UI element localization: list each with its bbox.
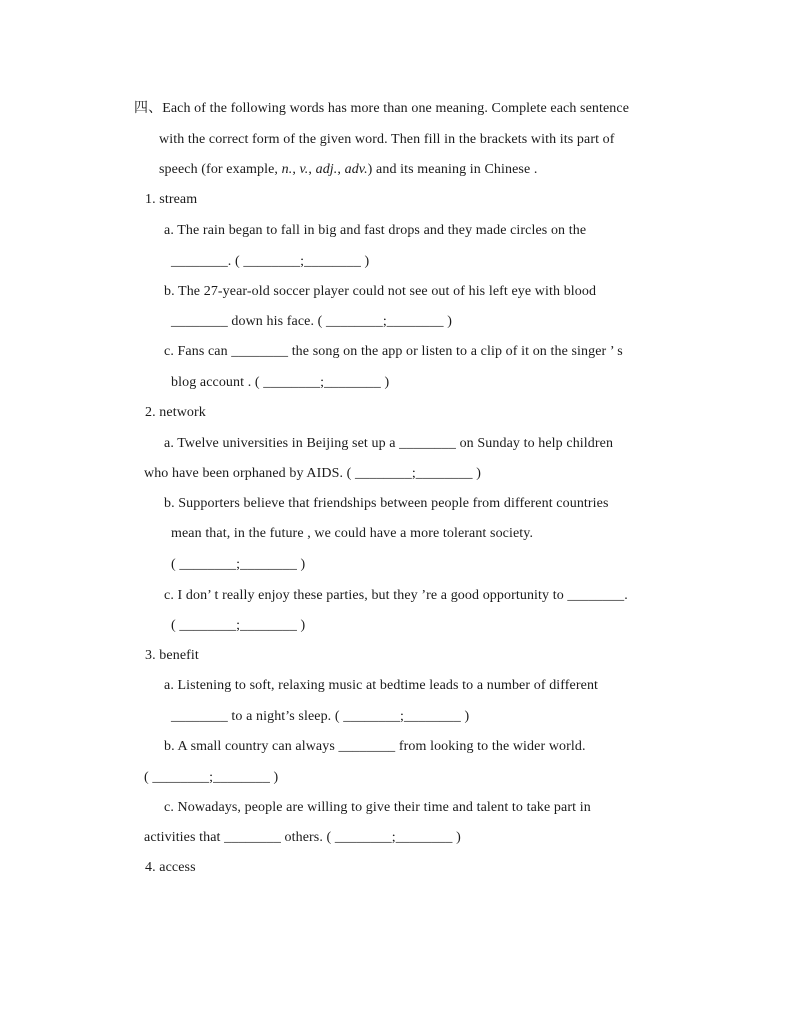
sentence-1c-blanks: blog account . ( ________;________ ) bbox=[171, 375, 390, 390]
sentence-1a-blanks: ________. ( ________;________ ) bbox=[171, 254, 370, 269]
sentence-1a: a. The rain began to fall in big and fast drops and they made circles on the bbox=[164, 223, 587, 238]
sentence-3c-blanks: activities that ________ others. ( ________;________ ) bbox=[144, 830, 461, 845]
instruction-text: ) and its meaning in Chinese . bbox=[367, 162, 538, 177]
instruction-text: speech (for example, bbox=[159, 162, 282, 177]
separator: , bbox=[337, 162, 345, 177]
pos-adverb: adv. bbox=[344, 162, 368, 177]
sentence-3b-blanks: ( ________;________ ) bbox=[144, 770, 279, 785]
word-heading-network: 2. network bbox=[145, 405, 206, 420]
pos-adjective: adj. bbox=[315, 162, 338, 177]
sentence-1b: b. The 27-year-old soccer player could not see out of his left eye with blood bbox=[164, 284, 597, 299]
word-heading-access: 4. access bbox=[145, 860, 196, 875]
sentence-2b-cont: mean that, in the future , we could have a more tolerant society. bbox=[171, 526, 534, 541]
sentence-2c-blanks: ( ________;________ ) bbox=[171, 618, 306, 633]
instruction-line-3 bbox=[159, 161, 537, 179]
pos-verb: v. bbox=[299, 162, 309, 177]
word-heading-benefit: 3. benefit bbox=[145, 648, 199, 663]
instruction-line-2: with the correct form of the given word. Then fill in the brackets with its part of bbox=[159, 132, 615, 147]
sentence-2b-blanks: ( ________;________ ) bbox=[171, 557, 306, 572]
sentence-1c: c. Fans can ________ the song on the app or listen to a clip of it on the singer ’ s bbox=[164, 344, 623, 359]
sentence-2c: c. I don’ t really enjoy these parties, but they ’re a good opportunity to ________. bbox=[164, 588, 628, 603]
pos-noun: n. bbox=[281, 162, 293, 177]
sentence-1b-blanks: ________ down his face. ( ________;________ ) bbox=[171, 314, 452, 329]
instruction-line-1: 四、Each of the following words has more than one meaning. Complete each sentence bbox=[134, 101, 630, 116]
sentence-2a: a. Twelve universities in Beijing set up a ________ on Sunday to help children bbox=[164, 436, 614, 451]
word-heading-stream: 1. stream bbox=[145, 192, 198, 207]
separator: , bbox=[292, 162, 300, 177]
sentence-3c: c. Nowadays, people are willing to give their time and talent to take part in bbox=[164, 800, 591, 815]
separator: , bbox=[308, 162, 316, 177]
sentence-3a: a. Listening to soft, relaxing music at bedtime leads to a number of different bbox=[164, 678, 599, 693]
sentence-2b: b. Supporters believe that friendships between people from different countries bbox=[164, 496, 609, 511]
sentence-3b: b. A small country can always ________ from looking to the wider world. bbox=[164, 739, 586, 754]
sentence-3a-blanks: ________ to a night’s sleep. ( ________;________ ) bbox=[171, 709, 470, 724]
sentence-2a-blanks: who have been orphaned by AIDS. ( ________;________ ) bbox=[144, 466, 481, 481]
